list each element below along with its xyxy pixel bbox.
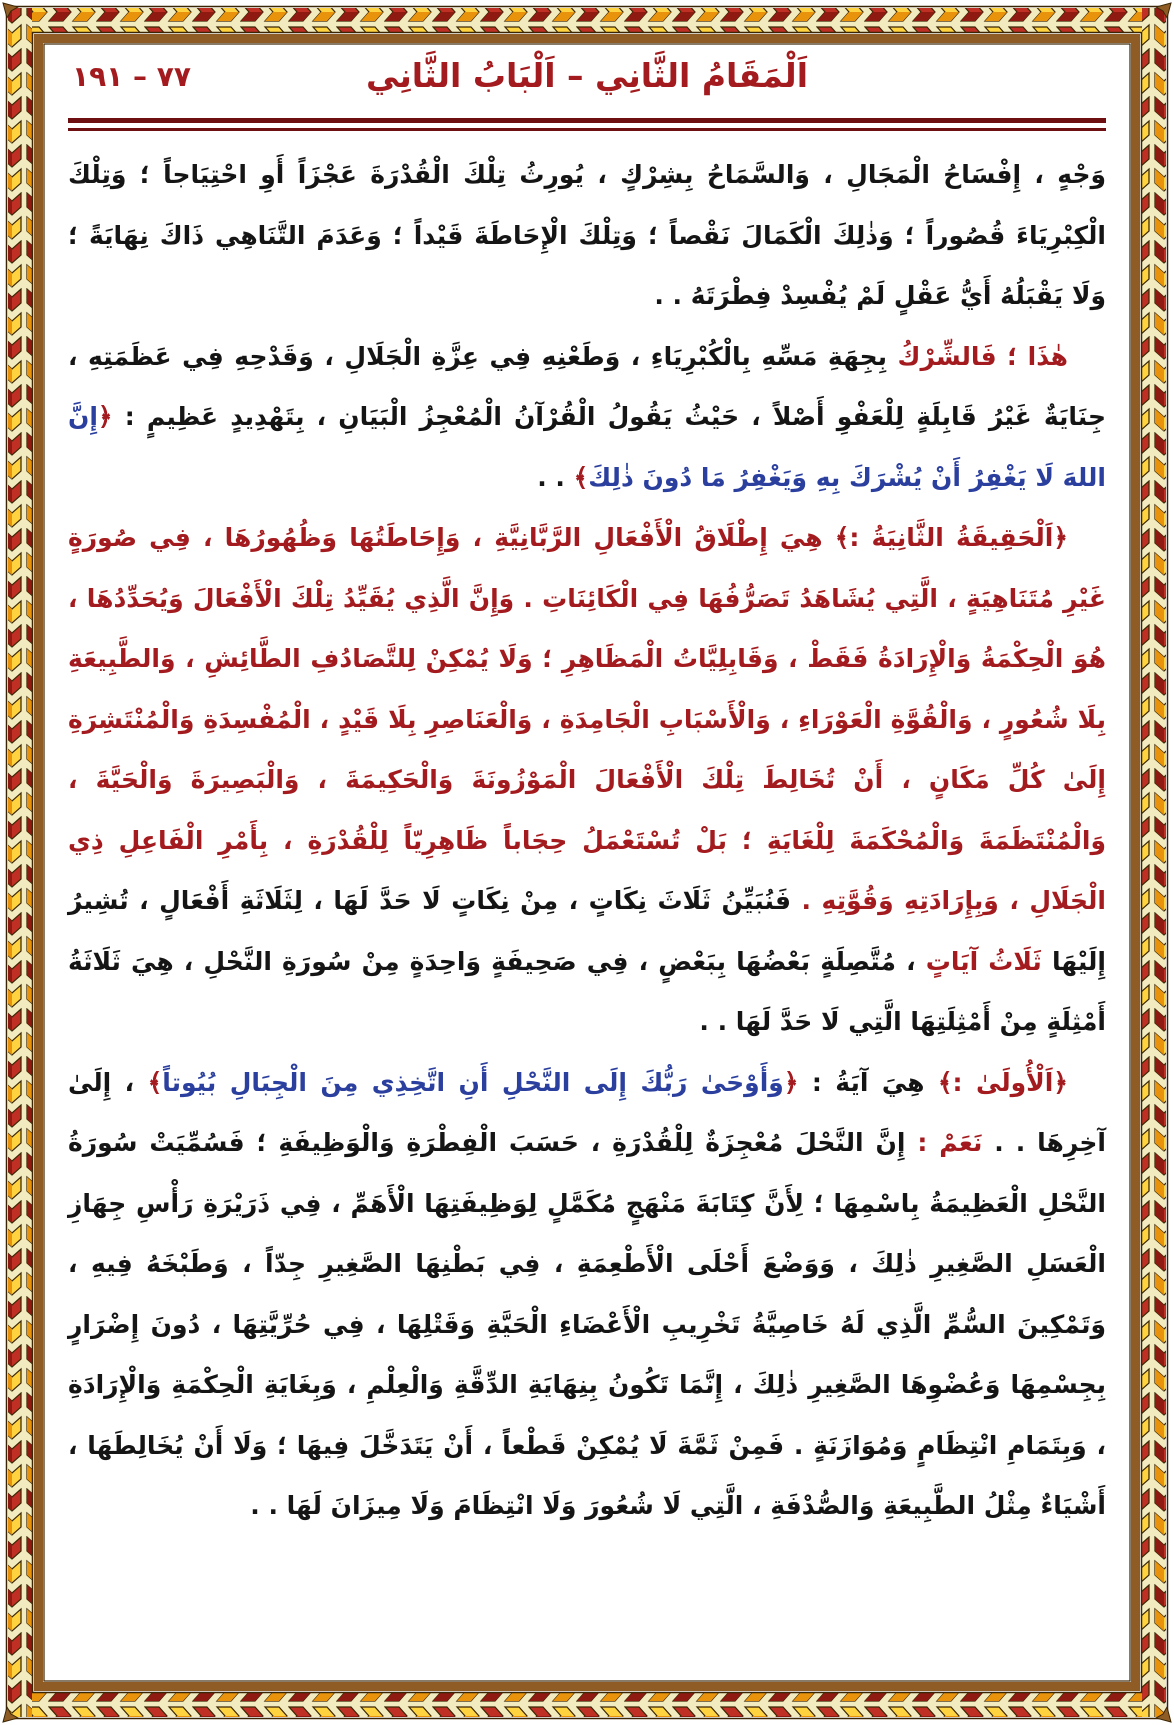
text-segment-red: ﴿ [783,1067,799,1097]
text-segment-black: . . [537,462,574,492]
text-segment-red: ﴿ [97,402,113,431]
paragraph [68,1053,1106,1537]
chapter-title: اَلْمَقَامُ الثَّانِي – اَلْبَابُ الثَّانِي [365,56,809,95]
text-segment-black: بِجِهَةِ مَسِّهِ بِالْكُبْرِيَاءِ ، وَطَعْنِهِ فِي عِزَّةِ الْجَلَالِ ، وَقَدْحِهِ فِي عَظَمَتِهِ ، جِنَايَةٌ غَيْرُ قَابِلَةٍ لِلْعَفْوِ أَصْلاً ، حَيْثُ يَقُولُ الْقُرْآنُ الْمُعْجِزُ الْبَيَانِ ، بِتَهْدِيدٍ عَظِيمٍ : [68,341,1106,431]
text-segment-black: فَنُبَيِّنُ ثَلَاثَ نِكَاتٍ ، مِنْ نِكَاتٍ لَا حَدَّ لَهَا ، لِثَلَاثَةِ أَفْعَالٍ ، تُشِيرُ إِلَيْهَا [68,886,1106,976]
text-segment-blue: وَأَوْحَىٰ رَبُّكَ إِلَى النَّحْلِ أَنِ اتَّخِذِي مِنَ الْجِبَالِ بُيُوتاً [162,1067,784,1097]
text-segment-red: نَعَمْ : [917,1128,983,1157]
text-segment-black: هِيَ آيَةُ : [798,1067,938,1097]
text-segment-black: إِنَّ النَّحْلَ مُعْجِزَةٌ لِلْقُدْرَةِ ، حَسَبَ الْفِطْرَةِ وَالْوَظِيفَةِ ؛ فَسُمِّيَتْ سُورَةُ النَّحْلِ الْعَظِيمَةُ بِاسْمِهَا ؛ لِأَنَّ كِتَابَةَ مَنْهَجٍ مُكَمَّلٍ لِوَظِيفَتِهَا الْأَهَمِّ ، فِي ذَرَيْرَةِ رَأْسِ جِهَازِ الْعَسَلِ الصَّغِيرِ ذٰلِكَ ، وَوَضْعَ أَحْلَى الْأَطْعِمَةِ ، فِي بَطْنِهَا الصَّغِيرِ جِدّاً ، وَطَبْخَهُ فِيهِ ، وَتَمْكِينَ السُّمِّ الَّذِي لَهُ خَاصِيَّةُ تَخْرِيبِ الْأَعْضَاءِ الْحَيَّةِ وَقَتْلِهَا ، فِي حُرِّيَّتِهَا ، دُونَ إِضْرَارٍ بِجِسْمِهَا وَعُضْوِهَا الصَّغِيرِ ذٰلِكَ ، إِنَّمَا تَكُونُ بِنِهَايَةِ الدِّقَّةِ وَالْعِلْمِ ، وَبِغَايَةِ الْحِكْمَةِ وَالْإِرَادَةِ ، وَبِتَمَامِ انْتِظَامٍ وَمُوَازَنَةٍ . فَمِنْ ثَمَّةَ لَا يُمْكِنْ قَطْعاً ، أَنْ يَتَدَخَّلَ فِيهَا ؛ وَلَا أَنْ يُخَالِطَهَا ، أَشْيَاءٌ مِثْلُ الطَّبِيعَةِ وَالصُّدْفَةِ ، الَّتِي لَا شُعُورَ وَلَا انْتِظَامَ وَلَا مِيزَانَ لَهَا . . [68,1128,1106,1520]
text-segment-red: ﴾ [147,1067,163,1097]
text-segment-black: وَجْهٍ ، إِفْسَاحُ الْمَجَالِ ، وَالسَّمَاحُ بِشِرْكٍ ، يُورِثُ تِلْكَ الْقُدْرَةَ عَجْزَاً أَوِ احْتِيَاجاً ؛ وَتِلْكَ الْكِبْرِيَاءَ قُصُوراً ؛ وَذٰلِكَ الْكَمَالَ نَقْصاً ؛ وَتِلْكَ الْإِحَاطَةَ قَيْداً ؛ وَعَدَمَ التَّنَاهِي ذَاكَ نِهَايَةً ؛ وَلَا يَقْبَلُهُ أَيُّ عَقْلٍ لَمْ يُفْسِدْ فِطْرَتَهُ . . [68,160,1106,310]
text-segment-red: ﴾ [573,462,589,492]
body-text [68,145,1106,1537]
header-rule [68,118,1106,131]
paragraph [68,327,1106,509]
text-segment-red: ﴿اَلْحَقِيقَةُ الثَّانِيَةُ :﴾ هِيَ إِطْلَاقُ الْأَفْعَالِ الرَّبَّانِيَّةِ ، وَإِحَاطَتُهَا وَظُهُورُهَا ، فِي صُورَةٍ غَيْرِ مُتَنَاهِيَةٍ ، الَّتِي يُشَاهَدُ تَصَرُّفُهَا فِي الْكَائِنَاتِ . وَإِنَّ الَّذِي يُقَيِّدُ تِلْكَ الْأَفْعَالَ وَيُحَدِّدُهَا ، هُوَ الْحِكْمَةُ وَالْإِرَادَةُ فَقَطْ ، وَقَابِلِيَّاتُ الْمَظَاهِرِ ؛ وَلَا يُمْكِنْ لِلتَّصَادُفِ الطَّائِشِ ، وَالطَّبِيعَةِ بِلَا شُعُورٍ ، وَالْقُوَّةِ الْعَوْرَاءِ ، وَالْأَسْبَابِ الْجَامِدَةِ ، وَالْعَنَاصِرِ بِلَا قَيْدٍ ، الْمُفْسِدَةِ وَالْمُنْتَشِرَةِ إِلَىٰ كُلِّ مَكَانٍ ، أَنْ تُخَالِطَ تِلْكَ الْأَفْعَالَ الْمَوْزُونَةَ وَالْحَكِيمَةَ ، وَالْبَصِيرَةَ وَالْحَيَّةَ ، وَالْمُنْتَظَمَةَ وَالْمُحْكَمَةَ لِلْغَايَةِ ؛ بَلْ تُسْتَعْمَلُ حِجَاباً ظَاهِرِيّاً لِلْقُدْرَةِ ، بِأَمْرِ الْفَاعِلِ ذِي الْجَلَالِ ، وَبِإِرَادَتِهِ وَقُوَّتِهِ . [68,523,1106,915]
paragraph [68,145,1106,327]
page-header [68,56,1106,116]
text-segment-black: ، مُتَّصِلَةٍ بَعْضُهَا بِبَعْضٍ ، فِي صَحِيفَةٍ وَاحِدَةٍ مِنْ سُورَةِ النَّحْلِ ، هِيَ ثَلَاثَةُ أَمْثِلَةٍ مِنْ أَمْثِلَتِهَا الَّتِي لَا حَدَّ لَهَا . . [68,946,1106,1036]
text-segment-red: ﴿اَلْأُولَىٰ :﴾ [937,1067,1069,1097]
page-numbers: ٧٧ – ١٩١ [72,60,191,93]
text-segment-blue: إِنَّ اللهَ لَا يَغْفِرُ أَنْ يُشْرَكَ بِهِ وَيَغْفِرُ مَا دُونَ ذٰلِكَ [68,402,1106,492]
text-segment-black: ، إِلَىٰ آخِرِهَا . . [68,1067,1106,1157]
text-segment-red: ثَلَاثُ آيَاتٍ [925,946,1042,976]
page-content [68,56,1106,1675]
paragraph [68,508,1106,1053]
text-segment-red: هٰذَا ؛ فَالشِّرْكُ [887,341,1068,371]
